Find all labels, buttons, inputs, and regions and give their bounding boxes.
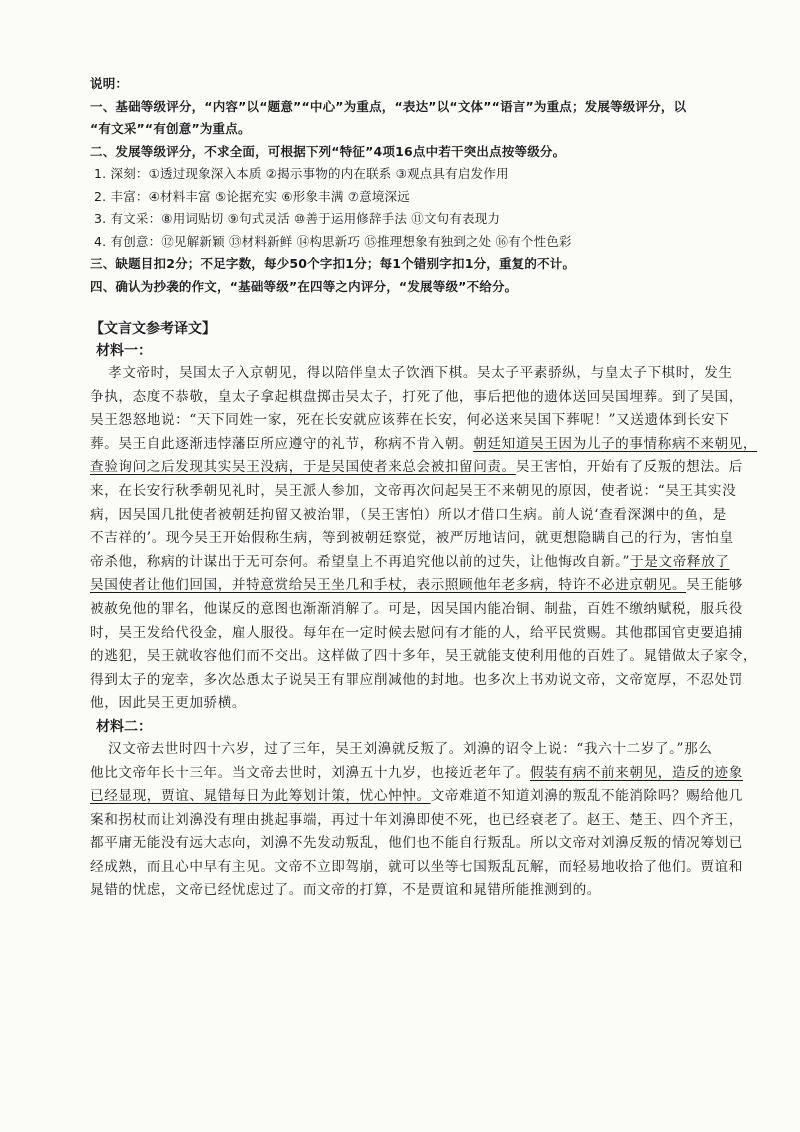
paragraph-line — [90, 574, 770, 598]
paragraph-line: 孝文帝时，吴国太子入京朝见，得以陪伴皇太子饮酒下棋。吴太子平素骄纵，与皇太子下棋时，发生 — [108, 365, 733, 381]
notes-line: “有文采”“有创意”为重点。 — [90, 121, 251, 136]
notes-line: 二、发展等级评分，不求全面，可根据下列“特征”4项16点中若干突出点按等级分。 — [90, 143, 566, 159]
paragraph-line — [90, 785, 770, 809]
notes-line: 1. 深刻：①透过现象深入本质 ②揭示事物的内在联系 ③观点具有启发作用 — [94, 166, 509, 181]
text-run: 葬。吴王自此逐渐违悖藩臣所应遵守的礼节，称病不肯入朝。 — [90, 435, 474, 452]
notes-line: 三、缺题目扣2分；不足字数，每少50个字扣1分；每1个错别字扣1分，重复的不计。 — [90, 256, 576, 271]
material-one-title: 材料一： — [96, 343, 152, 359]
paragraph-line: 被赦免他的罪名，他谋反的意图也渐渐消解了。可是，因吴国内能冶铜、制盐，百姓不缴纳赋税，服兵役 — [90, 600, 743, 617]
paragraph-line: 得到太子的宠幸，多次怂恿太子说吴王有罪应削减他的封地。也多次上书劝说文帝，文帝宽厚，不忍处罚 — [90, 671, 743, 688]
paragraph-line: 争执，态度不恭敬，皇太子拿起棋盘掷击吴太子，打死了他，事后把他的遗体送回吴国埋葬。到了吴国， — [90, 388, 743, 405]
paragraph-line: 晁错的忧虑，文帝已经忧虑过了。而文帝的打算，不是贾谊和晁错所能推测到的。 — [90, 882, 601, 899]
paragraph-line: 都平庸无能没有远大志向，刘濞不先发动叛乱，他们也不能自行叛乱。所以文帝对刘濞反叛的情况筹划已 — [90, 835, 743, 852]
paragraph-line — [90, 551, 770, 575]
underlined-text: 朝廷知道吴王因为儿子的事情称病不来朝见， — [473, 435, 758, 452]
section-title: 【文言文参考译文】 — [90, 321, 216, 337]
underlined-text: 已经显现，贾谊、晁错每日为此筹划计策，忧心忡忡。 — [90, 788, 431, 805]
notes-line: 2. 丰富：④材料丰富 ⑤论据充实 ⑥形象丰满 ⑦意境深远 — [94, 188, 410, 204]
paragraph-line: 病，因吴国几批使者被朝廷拘留又被治罪，（吴王害怕）所以才借口生病。前人说‘查看深渊中的鱼，是 — [90, 506, 727, 523]
text-run: 吴王能够 — [686, 577, 743, 594]
paragraph-line — [90, 762, 770, 786]
translation-section — [90, 318, 770, 903]
paragraph-line: 吴王怨怒地说：“天下同姓一家，死在长安就应该葬在长安，何必送来吴国下葬呢！”又送遗体到长安下 — [90, 412, 730, 429]
notes-line: 四、确认为抄袭的作文，“基础等级”在四等之内评分，“发展等级”不给分。 — [90, 278, 518, 294]
scoring-notes — [90, 73, 770, 298]
paragraph-line: 不吉祥的’。现今吴王开始假称生病，等到被朝廷察觉，被严厉地诘问，就更想隐瞒自己的行为，害怕皇 — [90, 530, 734, 547]
text-run: 帝杀他，称病的计谋出于无可奈何。希望皇上不再追究他以前的过失，让他悔改自新。” — [90, 553, 631, 570]
paragraph-line: 时，吴王发给代役金，雇人服役。每年在一定时候去慰问有才能的人，给平民赏赐。其他郡国官吏要追捕 — [90, 624, 743, 641]
material-two-title: 材料二： — [96, 718, 152, 735]
notes-line: 4. 有创意：⑫见解新颖 ⑬材料新鲜 ⑭构思新巧 ⑮推理想象有独到之处 ⑯有个性色彩 — [94, 233, 572, 249]
notes-heading: 说明： — [90, 76, 129, 91]
underlined-text: 假装有病不前来朝见，造反的迹象 — [530, 764, 743, 781]
text-run: 他比文帝年长十三年。当文帝去世时，刘濞五十九岁，也接近老年了。 — [90, 764, 531, 781]
text-run: 吴王害怕，开始有了反叛的想法。后 — [515, 459, 743, 476]
paragraph-line — [90, 456, 770, 480]
paragraph-line — [90, 433, 770, 457]
underlined-text: 于是文帝释放了 — [630, 553, 730, 570]
underlined-text: 吴国使者让他们回国，并特意赏给吴王坐几和手杖，表示照顾他年老多病，特许不必进京朝见。 — [90, 577, 687, 594]
paragraph-line: 经成熟，而且心中早有主见。文帝不立即驾崩，就可以坐等七国叛乱瓦解，而轻易地收拾了他们。贾谊和 — [90, 858, 743, 875]
notes-line: 一、基础等级评分，“内容”以“题意”“中心”为重点，“表达”以“文体”“语言”为重点；发展等级评分，以 — [90, 98, 687, 114]
text-run: 文帝难道不知道刘濞的叛乱不能消除吗？赐给他几 — [430, 788, 743, 805]
underlined-text: 查验询问之后发现其实吴王没病，于是吴国使者来总会被扣留问责。 — [90, 459, 516, 476]
paragraph-line: 汉文帝去世时四十六岁，过了三年，吴王刘濞就反叛了。刘濞的诏令上说：“我六十二岁了。”那么 — [108, 740, 713, 757]
notes-line: 3. 有文采：⑧用词贴切 ⑨句式灵活 ⑩善于运用修辞手法 ⑪文句有表现力 — [94, 211, 501, 226]
paragraph-line: 案和拐杖而让刘濞没有理由挑起事端，再过十年刘濞即使不死，也已经衰老了。赵王、楚王、四个齐王， — [90, 811, 743, 828]
paragraph-line: 的逃犯，吴王就收容他们而不交出。这样做了四十多年，吴王就能支使利用他的百姓了。晁错做太子家令， — [90, 648, 758, 665]
paragraph-line: 他，因此吴王更加骄横。 — [90, 695, 247, 712]
paragraph-line: 来，在长安行秋季朝见礼时，吴王派人参加，文帝再次问起吴王不来朝见的原因，使者说：“吴王其实没 — [90, 482, 737, 499]
